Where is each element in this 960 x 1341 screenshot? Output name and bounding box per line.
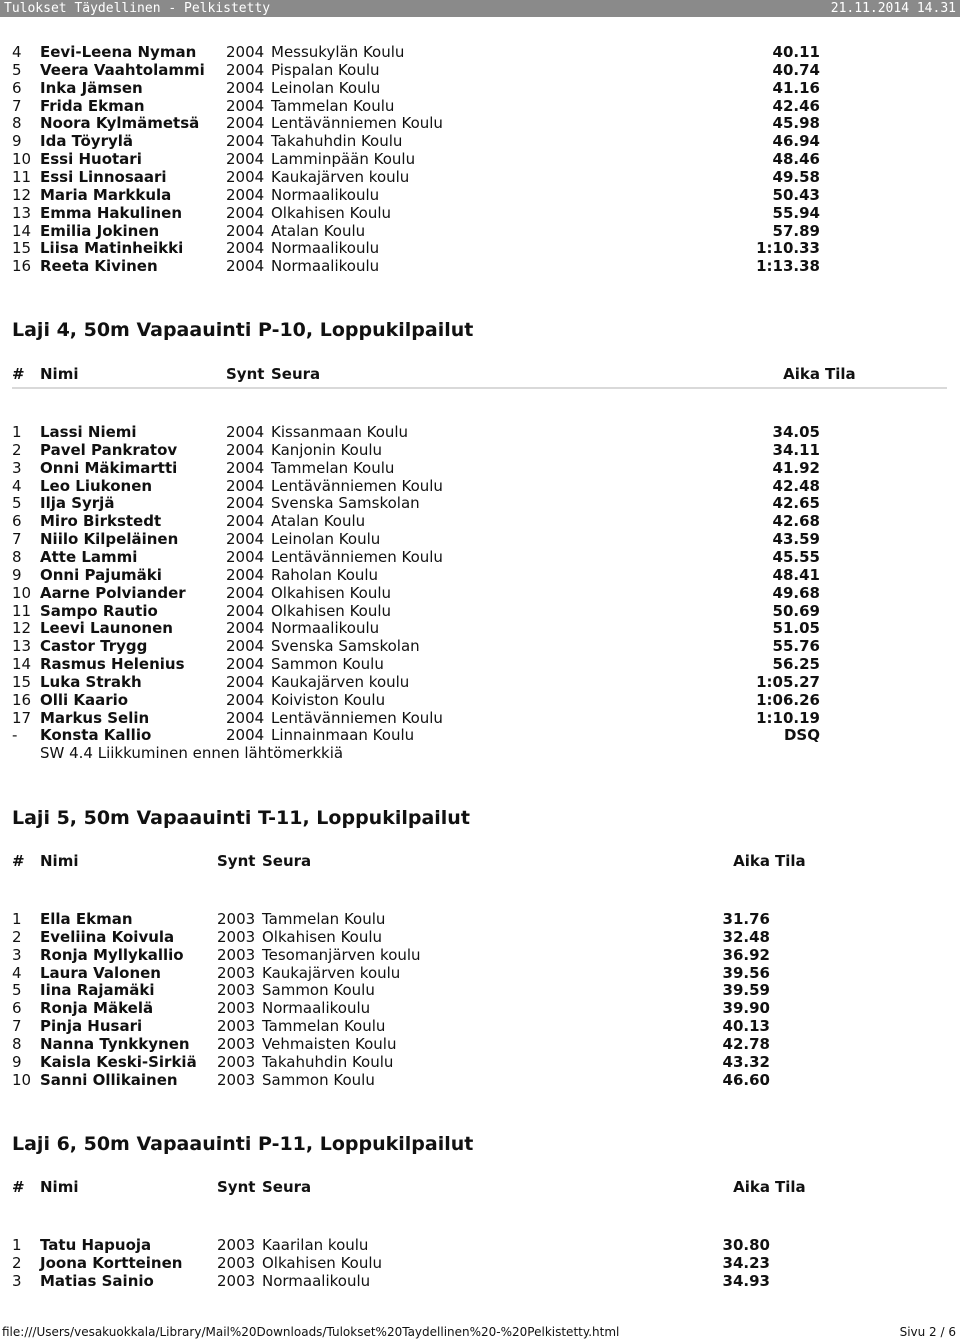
club-name: Kanjonin Koulu <box>271 440 383 459</box>
event-title: Laji 5, 50m Vapaauinti T-11, Loppukilpailut <box>12 807 470 829</box>
result-row <box>0 1035 960 1053</box>
place-number: 9 <box>12 565 22 584</box>
club-name: Kaukajärven koulu <box>271 167 410 186</box>
result-time: 41.92 <box>772 458 820 477</box>
result-time: 1:06.26 <box>756 690 820 709</box>
result-time: 55.76 <box>772 637 820 656</box>
swimmer-name: Pavel Pankratov <box>40 440 178 459</box>
result-row <box>0 602 960 620</box>
place-number: 5 <box>12 60 22 79</box>
swimmer-name: Essi Linnosaari <box>40 167 167 186</box>
birth-year: 2004 <box>226 619 265 638</box>
result-time: 45.55 <box>772 547 820 566</box>
swimmer-name: Sampo Rautio <box>40 601 158 620</box>
club-name: Olkahisen Koulu <box>262 927 383 946</box>
disqualification-note <box>0 744 960 762</box>
swimmer-name: Frida Ekman <box>40 96 145 115</box>
swimmer-name: Niilo Kilpeläinen <box>40 530 179 549</box>
swimmer-name: Olli Kaario <box>40 690 129 709</box>
birth-year: 2003 <box>217 1253 256 1272</box>
place-number: 6 <box>12 78 22 97</box>
birth-year: 2004 <box>226 476 265 495</box>
place-number: 11 <box>12 601 32 620</box>
result-row <box>0 512 960 530</box>
place-number: 2 <box>12 927 22 946</box>
birth-year: 2003 <box>217 927 256 946</box>
result-time: 1:10.19 <box>756 708 820 727</box>
column-place: # <box>12 365 25 383</box>
result-row <box>0 981 960 999</box>
place-number: 5 <box>12 494 22 513</box>
column-place: # <box>12 852 25 870</box>
club-name: Messukylän Koulu <box>271 43 405 61</box>
result-row <box>0 43 960 61</box>
swimmer-name: Maria Markkula <box>40 185 172 204</box>
page-number: Sivu 2 / 6 <box>899 1325 956 1339</box>
column-time: Aika <box>783 365 820 383</box>
column-place: # <box>12 1178 25 1196</box>
birth-year: 2003 <box>217 999 256 1018</box>
club-name: Svenska Samskolan <box>271 494 420 513</box>
result-row <box>0 691 960 709</box>
place-number: 11 <box>12 167 32 186</box>
result-row <box>0 204 960 222</box>
swimmer-name: Ronja Mäkelä <box>40 999 154 1018</box>
club-name: Takahuhdin Koulu <box>262 1052 394 1071</box>
swimmer-name: Pinja Husari <box>40 1017 143 1036</box>
swimmer-name: Ronja Myllykallio <box>40 945 184 964</box>
result-time: 1:13.38 <box>756 257 820 276</box>
result-row <box>0 114 960 132</box>
result-time: 42.65 <box>772 494 820 513</box>
result-time: 57.89 <box>772 221 820 240</box>
place-number: 2 <box>12 1253 22 1272</box>
result-time: 40.11 <box>772 43 820 61</box>
result-time: 1:05.27 <box>756 672 820 691</box>
birth-year: 2004 <box>226 78 265 97</box>
club-name: Olkahisen Koulu <box>262 1253 383 1272</box>
place-number: 14 <box>12 655 32 674</box>
result-time: 34.93 <box>722 1271 770 1290</box>
birth-year: 2004 <box>226 494 265 513</box>
birth-year: 2004 <box>226 583 265 602</box>
birth-year: 2004 <box>226 547 265 566</box>
birth-year: 2003 <box>217 1017 256 1036</box>
result-row <box>0 655 960 673</box>
swimmer-name: Leo Liukonen <box>40 476 153 495</box>
club-name: Tammelan Koulu <box>262 910 386 928</box>
place-number: 17 <box>12 708 32 727</box>
club-name: Kaukajärven koulu <box>262 963 401 982</box>
result-row <box>0 1053 960 1071</box>
swimmer-name: Lassi Niemi <box>40 423 137 441</box>
club-name: Vehmaisten Koulu <box>262 1034 397 1053</box>
birth-year: 2004 <box>226 221 265 240</box>
birth-year: 2004 <box>226 185 265 204</box>
birth-year: 2004 <box>226 601 265 620</box>
result-row <box>0 964 960 982</box>
place-number: 7 <box>12 96 22 115</box>
birth-year: 2004 <box>226 132 265 151</box>
club-name: Takahuhdin Koulu <box>271 132 403 151</box>
place-number: 10 <box>12 583 32 602</box>
club-name: Normaalikoulu <box>271 257 380 276</box>
club-name: Tammelan Koulu <box>262 1017 386 1036</box>
column-status: Tila <box>775 852 806 870</box>
result-row <box>0 673 960 691</box>
column-header-row <box>0 852 960 870</box>
swimmer-name: Luka Strakh <box>40 672 142 691</box>
place-number: 13 <box>12 637 32 656</box>
column-status: Tila <box>825 365 856 383</box>
result-row <box>0 1254 960 1272</box>
result-row <box>0 1272 960 1290</box>
place-number: 7 <box>12 530 22 549</box>
result-time: 32.48 <box>722 927 770 946</box>
result-row <box>0 239 960 257</box>
place-number: 6 <box>12 999 22 1018</box>
place-number: 7 <box>12 1017 22 1036</box>
swimmer-name: Iina Rajamäki <box>40 981 155 1000</box>
result-time: 46.60 <box>722 1070 770 1089</box>
print-date: 21.11.2014 14.31 <box>830 1 956 16</box>
swimmer-name: Matias Sainio <box>40 1271 154 1290</box>
swimmer-name: Atte Lammi <box>40 547 138 566</box>
column-year: Synt <box>217 852 256 870</box>
result-row <box>0 946 960 964</box>
result-time: 56.25 <box>772 655 820 674</box>
birth-year: 2004 <box>226 690 265 709</box>
result-row <box>0 709 960 727</box>
club-name: Pispalan Koulu <box>271 60 380 79</box>
place-number: 15 <box>12 672 32 691</box>
swimmer-name: Aarne Polviander <box>40 583 186 602</box>
result-row <box>0 530 960 548</box>
result-row <box>0 61 960 79</box>
place-number: 1 <box>12 1236 22 1254</box>
result-time: 43.59 <box>772 530 820 549</box>
swimmer-name: Liisa Matinheikki <box>40 239 184 258</box>
result-time: 46.94 <box>772 132 820 151</box>
result-row <box>0 423 960 441</box>
result-row <box>0 132 960 150</box>
file-path: file:///Users/vesakuokkala/Library/Mail%20Downloads/Tulokset%20Taydellinen%20-%20Pelkistetty.html <box>2 1325 620 1339</box>
birth-year: 2003 <box>217 1236 256 1254</box>
swimmer-name: Essi Huotari <box>40 150 142 169</box>
place-number: 9 <box>12 132 22 151</box>
birth-year: 2004 <box>226 43 265 61</box>
birth-year: 2004 <box>226 672 265 691</box>
club-name: Lentävänniemen Koulu <box>271 476 443 495</box>
result-row <box>0 1071 960 1089</box>
result-row <box>0 637 960 655</box>
result-time: 43.32 <box>722 1052 770 1071</box>
result-row <box>0 566 960 584</box>
birth-year: 2004 <box>226 423 265 441</box>
result-row <box>0 79 960 97</box>
birth-year: 2004 <box>226 512 265 531</box>
club-name: Normaalikoulu <box>262 1271 371 1290</box>
club-name: Tammelan Koulu <box>271 96 395 115</box>
column-club: Seura <box>262 852 312 870</box>
place-number: 14 <box>12 221 32 240</box>
place-number: 12 <box>12 619 32 638</box>
result-time: 42.48 <box>772 476 820 495</box>
swimmer-name: Leevi Launonen <box>40 619 173 638</box>
swimmer-name: Miro Birkstedt <box>40 512 162 531</box>
club-name: Sammon Koulu <box>262 981 375 1000</box>
result-time: 50.43 <box>772 185 820 204</box>
result-row <box>0 459 960 477</box>
result-time: 36.92 <box>722 945 770 964</box>
club-name: Olkahisen Koulu <box>271 203 392 222</box>
result-time: DSQ <box>783 726 820 745</box>
swimmer-name: Konsta Kallio <box>40 726 152 745</box>
birth-year: 2004 <box>226 565 265 584</box>
birth-year: 2004 <box>226 530 265 549</box>
club-name: Kaukajärven koulu <box>271 672 410 691</box>
place-number: 6 <box>12 512 22 531</box>
birth-year: 2004 <box>226 203 265 222</box>
place-number: 16 <box>12 257 32 276</box>
club-name: Atalan Koulu <box>271 221 366 240</box>
result-time: 50.69 <box>772 601 820 620</box>
place-number: 9 <box>12 1052 22 1071</box>
birth-year: 2004 <box>226 60 265 79</box>
place-number: 15 <box>12 239 32 258</box>
result-time: 34.05 <box>772 423 820 441</box>
column-club: Seura <box>271 365 321 383</box>
club-name: Normaalikoulu <box>262 999 371 1018</box>
result-row <box>0 1236 960 1254</box>
result-time: 31.76 <box>722 910 770 928</box>
place-number: 13 <box>12 203 32 222</box>
result-time: 34.23 <box>722 1253 770 1272</box>
club-name: Olkahisen Koulu <box>271 601 392 620</box>
column-club: Seura <box>262 1178 312 1196</box>
swimmer-name: Nanna Tynkkynen <box>40 1034 190 1053</box>
swimmer-name: Veera Vaahtolammi <box>40 60 205 79</box>
birth-year: 2003 <box>217 1271 256 1290</box>
result-row <box>0 726 960 744</box>
swimmer-name: Rasmus Helenius <box>40 655 185 674</box>
column-year: Synt <box>226 365 265 383</box>
result-row <box>0 910 960 928</box>
club-name: Lentävänniemen Koulu <box>271 114 443 133</box>
club-name: Lentävänniemen Koulu <box>271 547 443 566</box>
swimmer-name: Reeta Kivinen <box>40 257 158 276</box>
column-header-row <box>0 1178 960 1196</box>
swimmer-name: Onni Mäkimartti <box>40 458 178 477</box>
birth-year: 2003 <box>217 1070 256 1089</box>
result-row <box>0 494 960 512</box>
result-time: 1:10.33 <box>756 239 820 258</box>
club-name: Raholan Koulu <box>271 565 379 584</box>
swimmer-name: Onni Pajumäki <box>40 565 162 584</box>
place-number: 10 <box>12 150 32 169</box>
result-row <box>0 477 960 495</box>
club-name: Koiviston Koulu <box>271 690 386 709</box>
club-name: Atalan Koulu <box>271 512 366 531</box>
swimmer-name: Laura Valonen <box>40 963 161 982</box>
club-name: Leinolan Koulu <box>271 530 381 549</box>
swimmer-name: Emilia Jokinen <box>40 221 160 240</box>
swimmer-name: Sanni Ollikainen <box>40 1070 178 1089</box>
place-number: 8 <box>12 547 22 566</box>
swimmer-name: Noora Kylmämetsä <box>40 114 200 133</box>
birth-year: 2004 <box>226 458 265 477</box>
note-text: SW 4.4 Liikkuminen ennen lähtömerkkiä <box>40 744 344 763</box>
club-name: Tesomanjärven koulu <box>262 945 421 964</box>
place-number: 3 <box>12 1271 22 1290</box>
place-number: 4 <box>12 963 22 982</box>
result-time: 34.11 <box>772 440 820 459</box>
place-number: 1 <box>12 423 22 441</box>
result-row <box>0 928 960 946</box>
birth-year: 2004 <box>226 114 265 133</box>
result-row <box>0 1017 960 1035</box>
result-row <box>0 168 960 186</box>
result-row <box>0 999 960 1017</box>
birth-year: 2004 <box>226 239 265 258</box>
column-header-row <box>0 365 960 383</box>
club-name: Linnainmaan Koulu <box>271 726 415 745</box>
result-row <box>0 222 960 240</box>
result-row <box>0 441 960 459</box>
place-number: 8 <box>12 114 22 133</box>
page-header <box>0 0 960 17</box>
column-name: Nimi <box>40 1178 79 1196</box>
birth-year: 2003 <box>217 910 256 928</box>
birth-year: 2003 <box>217 963 256 982</box>
birth-year: 2004 <box>226 96 265 115</box>
birth-year: 2003 <box>217 981 256 1000</box>
place-number: 3 <box>12 458 22 477</box>
result-time: 41.16 <box>772 78 820 97</box>
place-number: 4 <box>12 43 22 61</box>
club-name: Kissanmaan Koulu <box>271 423 409 441</box>
result-time: 30.80 <box>722 1236 770 1254</box>
page-footer <box>0 1324 960 1341</box>
event-title: Laji 4, 50m Vapaauinti P-10, Loppukilpailut <box>12 319 474 341</box>
birth-year: 2004 <box>226 637 265 656</box>
swimmer-name: Markus Selin <box>40 708 150 727</box>
club-name: Leinolan Koulu <box>271 78 381 97</box>
document-title: Tulokset Täydellinen - Pelkistetty <box>4 1 271 16</box>
birth-year: 2004 <box>226 726 265 745</box>
swimmer-name: Eevi-Leena Nyman <box>40 43 197 61</box>
column-time: Aika <box>733 852 770 870</box>
result-row <box>0 97 960 115</box>
swimmer-name: Emma Hakulinen <box>40 203 182 222</box>
swimmer-name: Tatu Hapuoja <box>40 1236 152 1254</box>
birth-year: 2004 <box>226 440 265 459</box>
result-time: 48.46 <box>772 150 820 169</box>
result-time: 42.78 <box>722 1034 770 1053</box>
result-time: 39.59 <box>722 981 770 1000</box>
place-number: 10 <box>12 1070 32 1089</box>
result-time: 42.68 <box>772 512 820 531</box>
swimmer-name: Ella Ekman <box>40 910 133 928</box>
place-number: 1 <box>12 910 22 928</box>
result-row <box>0 257 960 275</box>
place-number: 16 <box>12 690 32 709</box>
club-name: Tammelan Koulu <box>271 458 395 477</box>
result-time: 51.05 <box>772 619 820 638</box>
club-name: Sammon Koulu <box>271 655 384 674</box>
swimmer-name: Ida Töyrylä <box>40 132 134 151</box>
result-time: 49.68 <box>772 583 820 602</box>
result-time: 49.58 <box>772 167 820 186</box>
club-name: Normaalikoulu <box>271 185 380 204</box>
club-name: Svenska Samskolan <box>271 637 420 656</box>
birth-year: 2003 <box>217 945 256 964</box>
result-time: 39.56 <box>722 963 770 982</box>
result-row <box>0 186 960 204</box>
result-time: 40.13 <box>722 1017 770 1036</box>
birth-year: 2004 <box>226 150 265 169</box>
swimmer-name: Ilja Syrjä <box>40 494 115 513</box>
column-name: Nimi <box>40 852 79 870</box>
swimmer-name: Castor Trygg <box>40 637 148 656</box>
birth-year: 2003 <box>217 1052 256 1071</box>
result-row <box>0 619 960 637</box>
result-row <box>0 584 960 602</box>
swimmer-name: Inka Jämsen <box>40 78 143 97</box>
place-number: 4 <box>12 476 22 495</box>
place-number: 2 <box>12 440 22 459</box>
birth-year: 2004 <box>226 708 265 727</box>
club-name: Normaalikoulu <box>271 239 380 258</box>
result-time: 42.46 <box>772 96 820 115</box>
event-title: Laji 6, 50m Vapaauinti P-11, Loppukilpailut <box>12 1133 474 1155</box>
club-name: Normaalikoulu <box>271 619 380 638</box>
swimmer-name: Joona Kortteinen <box>40 1253 183 1272</box>
birth-year: 2004 <box>226 655 265 674</box>
birth-year: 2004 <box>226 167 265 186</box>
place-number: 8 <box>12 1034 22 1053</box>
column-year: Synt <box>217 1178 256 1196</box>
swimmer-name: Kaisla Keski-Sirkiä <box>40 1052 197 1071</box>
club-name: Sammon Koulu <box>262 1070 375 1089</box>
place-number: 5 <box>12 981 22 1000</box>
result-time: 55.94 <box>772 203 820 222</box>
place-number: 12 <box>12 185 32 204</box>
club-name: Kaarilan koulu <box>262 1236 369 1254</box>
column-status: Tila <box>775 1178 806 1196</box>
place-number: - <box>12 726 18 745</box>
birth-year: 2004 <box>226 257 265 276</box>
header-divider <box>12 387 947 389</box>
club-name: Lentävänniemen Koulu <box>271 708 443 727</box>
birth-year: 2003 <box>217 1034 256 1053</box>
result-row <box>0 150 960 168</box>
result-time: 40.74 <box>772 60 820 79</box>
swimmer-name: Eveliina Koivula <box>40 927 175 946</box>
column-time: Aika <box>733 1178 770 1196</box>
place-number: 3 <box>12 945 22 964</box>
result-time: 48.41 <box>772 565 820 584</box>
club-name: Lamminpään Koulu <box>271 150 416 169</box>
result-time: 45.98 <box>772 114 820 133</box>
result-row <box>0 548 960 566</box>
column-name: Nimi <box>40 365 79 383</box>
result-time: 39.90 <box>722 999 770 1018</box>
club-name: Olkahisen Koulu <box>271 583 392 602</box>
